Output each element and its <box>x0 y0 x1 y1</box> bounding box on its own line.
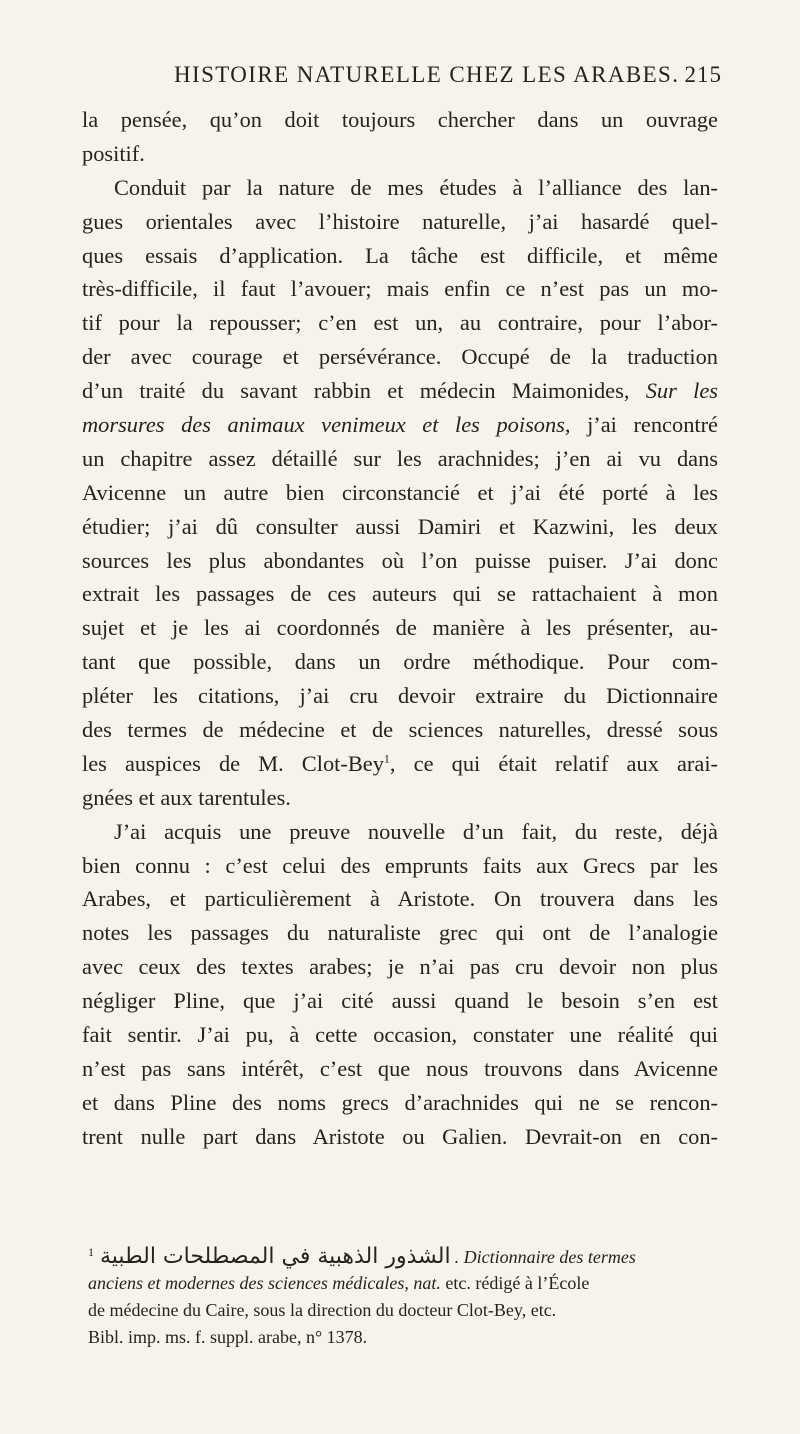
text-line: et dans Pline des noms grecs d’arachnides qui ne se rencon- <box>82 1089 718 1115</box>
text-segment: j’ai rencontré <box>587 412 718 438</box>
text-line <box>82 408 718 442</box>
footnote-line: de médecine du Caire, sous la direction du docteur Clot-Bey, etc. <box>88 1300 557 1320</box>
text-line: tif pour la repousser; c’en est un, au contraire, pour l’abor- <box>82 310 718 336</box>
footnote-marker: 1 <box>88 1245 94 1259</box>
footnote-italic: . Dictionnaire des termes <box>454 1247 636 1267</box>
text-line: Arabes, et particulièrement à Aristote. On trouvera dans les <box>82 886 718 912</box>
text-line: trent nulle part dans Aristote ou Galien. Devrait-on en con- <box>82 1123 718 1149</box>
text-line: négliger Pline, que j’ai cité aussi quand le besoin s’en est <box>82 988 718 1014</box>
text-line: notes les passages du naturaliste grec qui ont de l’analogie <box>82 920 718 946</box>
body-text <box>82 103 718 1154</box>
text-line: extrait les passages de ces auteurs qui se rattachaient à mon <box>82 581 718 607</box>
italic-title: Sur les <box>645 378 718 404</box>
text-segment: les auspices de M. Clot-Bey <box>82 750 384 776</box>
text-line: J’ai acquis une preuve nouvelle d’un fait, du reste, déjà <box>114 818 718 844</box>
text-line: étudier; j’ai dû consulter aussi Damiri et Kazwini, les deux <box>82 513 718 539</box>
footnote-italic: anciens et modernes des sciences médicales, nat. <box>88 1273 441 1293</box>
text-line: la pensée, qu’on doit toujours chercher dans un ouvrage <box>82 107 718 132</box>
text-line: un chapitre assez détaillé sur les arachnides; j’en ai vu dans <box>82 445 718 471</box>
text-line: n’est pas sans intérêt, c’est que nous trouvons dans Avicenne <box>82 1055 718 1081</box>
footnote-text: etc. rédigé à l’École <box>445 1273 590 1293</box>
running-head <box>82 62 722 96</box>
text-line: ques essais d’application. La tâche est difficile, et même <box>82 242 718 268</box>
text-line: pléter les citations, j’ai cru devoir extraire du Dictionnaire <box>82 683 718 709</box>
text-line: fait sentir. J’ai pu, à cette occasion, constater une réalité qui <box>82 1022 718 1048</box>
text-line: gues orientales avec l’histoire naturelle, j’ai hasardé quel- <box>82 208 718 234</box>
text-line: Conduit par la nature de mes études à l’alliance des lan- <box>114 174 718 200</box>
running-title: HISTOIRE NATURELLE CHEZ LES ARABES. <box>174 62 680 87</box>
text-line: très-difficile, il faut l’avouer; mais enfin ce n’est pas un mo- <box>82 276 718 302</box>
text-line: sources les plus abondantes où l’on puisse puiser. J’ai donc <box>82 547 718 573</box>
footnote-line <box>88 1234 718 1270</box>
text-line: des termes de médecine et de sciences naturelles, dressé sous <box>82 717 718 743</box>
text-line: sujet et je les ai coordonnés de manière à les présenter, au- <box>82 615 718 641</box>
footnote-line: Bibl. imp. ms. f. suppl. arabe, n° 1378. <box>88 1327 368 1347</box>
arabic-title: الشذور الذهبية في المصطلحات الطبية <box>100 1244 451 1269</box>
text-line: bien connu : c’est celui des emprunts faits aux Grecs par les <box>82 852 718 878</box>
footnote-line <box>88 1270 718 1297</box>
text-line: avec ceux des textes arabes; je n’ai pas cru devoir non plus <box>82 954 718 980</box>
text-line <box>82 747 718 781</box>
italic-title: morsures des animaux venimeux et les poisons, <box>82 412 571 438</box>
text-line: der avec courage et persévérance. Occupé de la traduction <box>82 344 718 370</box>
footnote-reference: 1 <box>383 751 390 766</box>
text-line: tant que possible, dans un ordre méthodique. Pour com- <box>82 649 718 675</box>
text-line: gnées et aux tarentules. <box>82 784 291 810</box>
page-number: 215 <box>684 62 722 87</box>
text-segment: , ce qui était relatif aux arai- <box>389 750 718 776</box>
text-segment: d’un traité du savant rabbin et médecin Maimonides, <box>82 378 630 404</box>
text-line: Avicenne un autre bien circonstancié et j’ai été porté à les <box>82 479 718 505</box>
footnote <box>88 1234 718 1351</box>
text-line <box>82 374 718 408</box>
text-line: positif. <box>82 140 145 166</box>
